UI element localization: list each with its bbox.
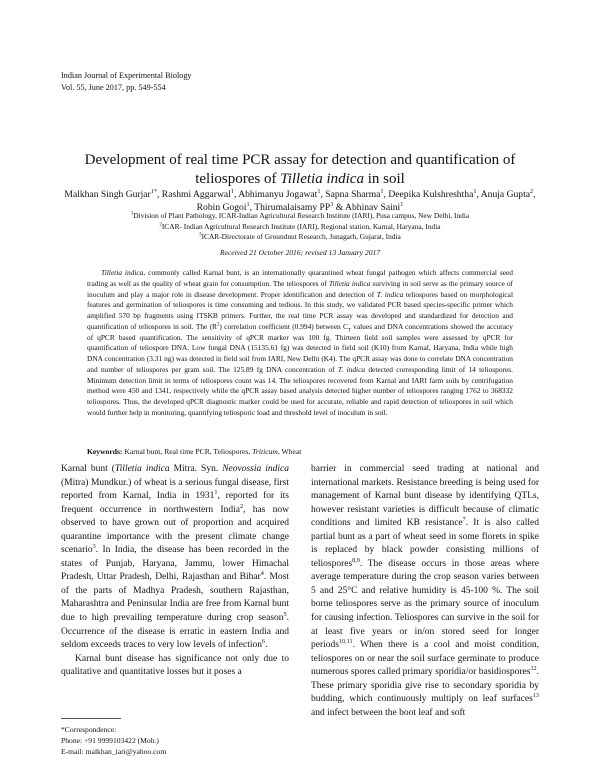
footnote-divider bbox=[61, 718, 121, 719]
received-dates: Received 21 October 2016; revised 13 January 2017 bbox=[219, 248, 381, 257]
journal-citation: Vol. 55, June 2017, pp. 549-554 bbox=[61, 82, 166, 92]
keywords: Keywords: Karnal bunt, Real time PCR, Teliospores, Triticum, Wheat bbox=[87, 447, 302, 456]
affiliations bbox=[55, 211, 545, 243]
footnote-label: *Correspondence: bbox=[61, 725, 117, 734]
author-list: Malkhan Singh Gurjar$^{1*}$, Rashmi Aggarwal$^1$, Abhimanyu Jogawat$^1$, Sapna Sharma$^1$, Deepika Kulshreshtha$^1$, Anuja Gupta$^2$, Robin Gogoi$^1$, Thirumalaisamy $PP^3$ & Abhinav Saini$^1$ bbox=[64, 187, 536, 213]
title-line-1: Development of real time PCR assay for detection and quantification of bbox=[84, 152, 516, 168]
body-paragraph: barrier in commercial seed trading at national and international markets. Resistance breeding is being used for management of Karnal bunt disease by identifying QTLs, however resistant varieties is difficult because of climatic conditions and limited KB resistance$^7$. It is also called partial bunt as a part of wheat seed in some florets in spike is replaced by black powder consisting millions of teliospores$^{8,9}$. The disease occurs in those areas where average temperature during the crop season varies between 5 and 25°C and relative humidity is 45-100 %. The soil borne teliospores serve as the primary source of inoculum for causing infection. Teliospores can survive in the soil for at least five years or in/on stored seed for longer periods$^{10,11}$. When there is a cool and moist condition, teliospores on or near the soil surface germinate to produce numerous spores called primary sporidia/or basidiospores$^{12}$. These primary sporidia give rise to secondary sporidia by budding, which continuously multiply on leaf surfaces$^{13}$ and infect between the boot leaf and soft bbox=[311, 464, 539, 718]
abstract: Tilletia indica, commonly called Karnal bunt, is an internationally quarantined wheat fungal pathogen which affects commercial seed trading as well as the quality of wheat grain for consumption. The teliospores of Tilletia indica surviving in soil serve as the primary source of inoculum and play a major role in disease development. Proper identification and detection of T. indica teliospores based on morphological features and germination of teliospores is time consuming and tedious. In this study, we validated PCR based species-specific primer which amplified 570 bp fragments using ITSKB primers. Further, the real time PCR assay was developed and standardized for detection and quantification of teliospores in soil. The $(R^2)$ correlation coefficient (0.994) between $C_T$ values and DNA concentrations showed the accuracy of qPCR based quantification. The sensitivity of qPCR marker was 100 fg. Thirteen field soil samples were assessed by qPCR for quantification of teliospore DNA. Low fungal DNA (15135.61 fg) was detected in field soil (K10) from Karnal, Haryana, India while high DNA concentration (3.31 ng) was detected in field soil from IARI, New Delhi (K4). The qPCR assay was done to correlate DNA concentration and number of teliospores per gram soil. The 125.89 fg DNA concentration of T. indica detected corresponding limit of 14 teliospores. Minimum detection limit in terms of teliospores count was 14. The teliospores recovered from Karnal and IARI farm soils by centrifugation method were 450 and 1341, respectively while the qPCR assay based analysis detected higher number of teliospores ranging 1762 to 368332 teliospores. Thus, the developed qPCR diagnostic marker could be used for accurate, reliable and rapid detection of teliospores in soil which would further help in monitoring, quantifying teliosporic load and threshold level of inoculum in soil. bbox=[87, 268, 514, 417]
footnote-phone: Phone: +91 9999103422 (Mob.) bbox=[61, 736, 159, 745]
journal-name: Indian Journal of Experimental Biology bbox=[61, 71, 192, 80]
body-column-left bbox=[61, 463, 289, 680]
affiliation-1: $^1$Division of Plant Pathology, ICAR-Indian Agricultural Research Institute (IARI), Pusa campus, New Delhi, India bbox=[130, 211, 470, 220]
affiliation-2: $^2$ICAR- Indian Agricultural Research Institute (IARI), Regional station, Karnal, Haryana, India bbox=[159, 221, 441, 231]
title-line-2: teliospores of Tilletia indica in soil bbox=[195, 171, 405, 187]
body-paragraph: Karnal bunt (Tilletia indica Mitra. Syn. Neovossia indica (Mitra) Mundkur.) of wheat is a serious fungal disease, first reported from Karnal, India in 1931$^1$, reported for its frequent occurrence in northwestern India$^2$, has now observed to have grown out of proportion and acquired quarantine importance with the present climate change scenario$^3$. In India, the disease has been recorded in the states of Punjab, Haryana, Jammu, lower Himachal Pradesh, Uttar Pradesh, Delhi, Rajasthan and Bihar$^4$. Most of the parts of Madhya Pradesh, southern Rajasthan, Maharashtra and Peninsular India are free from Karnal bunt due to high prevailing temperature during crop season$^5$. Occurrence of the disease is erratic in eastern India and seldom exceeds traces to very low levels of infection$^6$. bbox=[61, 464, 290, 651]
paper-title bbox=[55, 151, 545, 189]
body-paragraph: Karnal bunt disease has significance not only due to qualitative and quantitative losses but it poses a bbox=[61, 653, 289, 678]
affiliation-3: $^3$ICAR-Directorate of Groundnut Research, Junagarh, Gujarat, India bbox=[199, 232, 401, 242]
body-column-right bbox=[311, 463, 539, 720]
footnote-email: E-mail: malkhan_iari@yahoo.com bbox=[61, 747, 167, 756]
journal-header bbox=[61, 70, 192, 93]
correspondence-footnote bbox=[61, 724, 166, 757]
